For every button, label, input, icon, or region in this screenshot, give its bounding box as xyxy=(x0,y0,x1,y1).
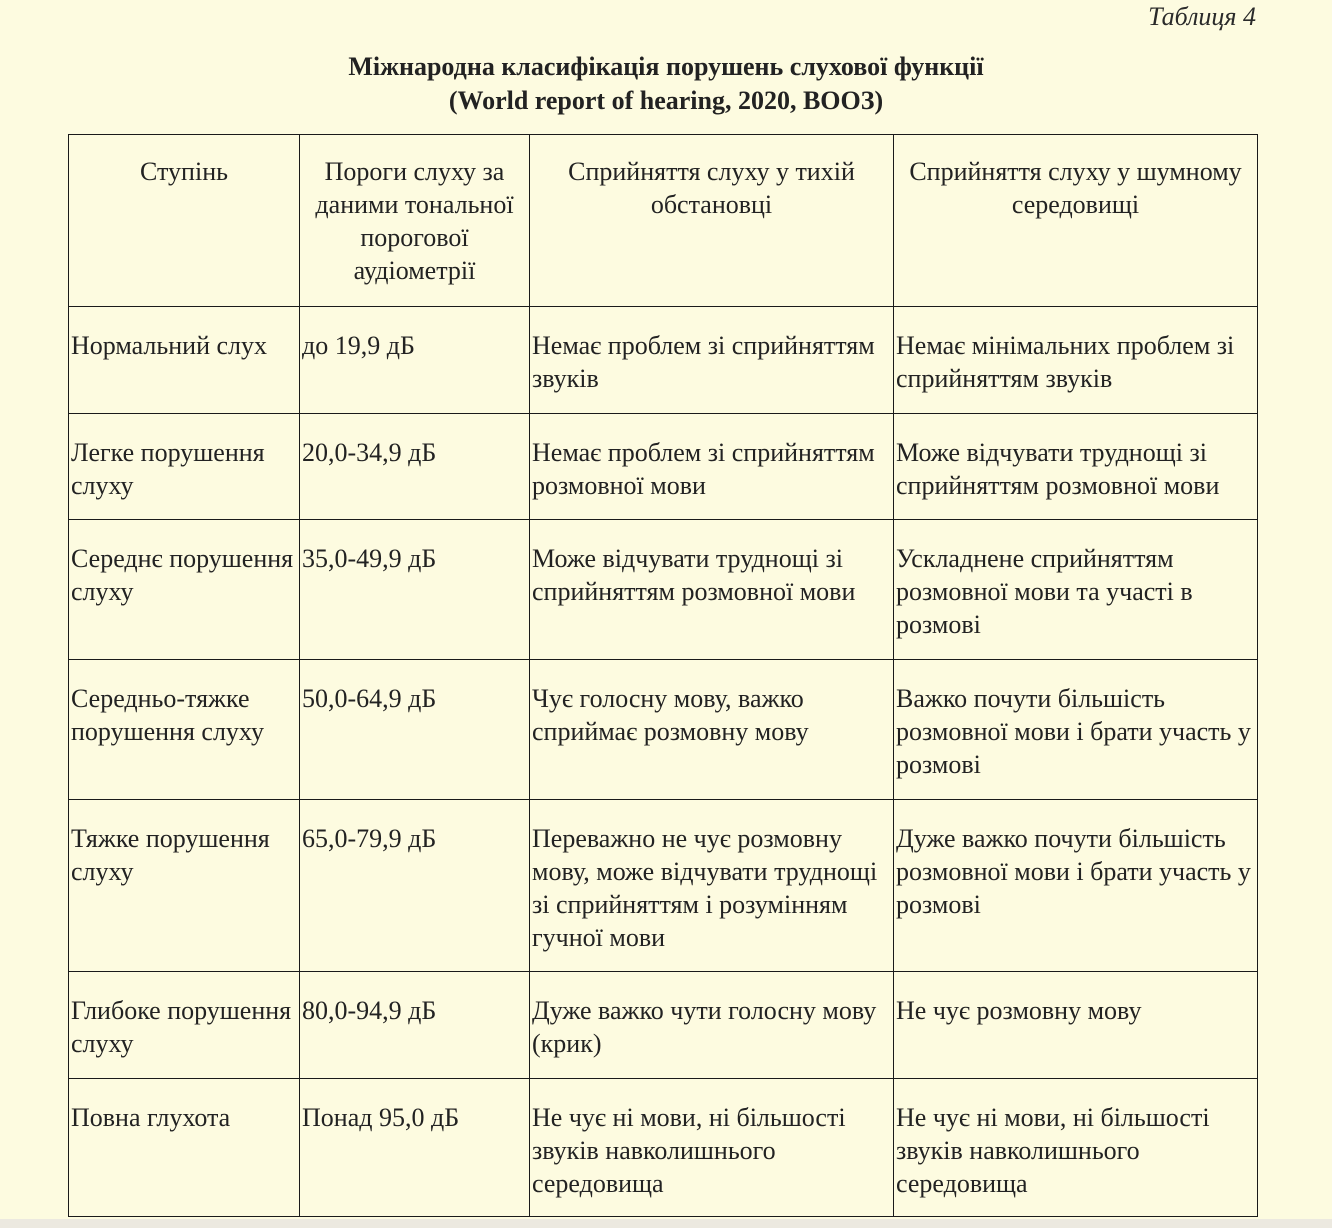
cell-degree: Легке порушення слуху xyxy=(69,414,300,520)
cell-noisy: Ускладнене сприйняттям розмовної мови та участі в розмові xyxy=(894,520,1258,660)
cell-threshold: до 19,9 дБ xyxy=(300,307,530,414)
header-degree: Ступінь xyxy=(69,135,300,307)
cell-quiet: Може відчувати труднощі зі сприйняттям розмовної мови xyxy=(530,520,894,660)
table-row xyxy=(69,307,1258,414)
cell-noisy: Не чує ні мови, ні більшості звуків навколишнього середовища xyxy=(894,1079,1258,1217)
table-row xyxy=(69,660,1258,800)
cell-degree: Нормальний слух xyxy=(69,307,300,414)
cell-threshold: 50,0-64,9 дБ xyxy=(300,660,530,800)
cell-threshold: 35,0-49,9 дБ xyxy=(300,520,530,660)
table-title-line-2: (World report of hearing, 2020, ВООЗ) xyxy=(448,86,884,115)
table-title-line-1: Міжнародна класифікація порушень слухової функції xyxy=(348,52,984,81)
cell-quiet: Чує голосну мову, важко сприймає розмовну мову xyxy=(530,660,894,800)
cell-noisy: Може відчувати труднощі зі сприйняттям розмовної мови xyxy=(894,414,1258,520)
header-quiet-perception: Сприйняття слуху у тихій обстановці xyxy=(530,135,894,307)
page-bottom-edge xyxy=(0,1219,1332,1228)
table-row xyxy=(69,972,1258,1079)
hearing-classification-table xyxy=(68,134,1258,1217)
table-title xyxy=(0,50,1332,118)
cell-threshold: 80,0-94,9 дБ xyxy=(300,972,530,1079)
cell-threshold: 20,0-34,9 дБ xyxy=(300,414,530,520)
table-row xyxy=(69,414,1258,520)
header-thresholds: Пороги слуху за даними тональної порогової аудіометрії xyxy=(300,135,530,307)
cell-quiet: Не чує ні мови, ні більшості звуків навколишнього середовища xyxy=(530,1079,894,1217)
cell-degree: Глибоке порушення слуху xyxy=(69,972,300,1079)
cell-threshold: 65,0-79,9 дБ xyxy=(300,800,530,972)
table-number: Таблиця 4 xyxy=(1148,2,1256,31)
cell-degree: Тяжке порушення слуху xyxy=(69,800,300,972)
table-row xyxy=(69,520,1258,660)
table-header-row xyxy=(69,135,1258,307)
cell-quiet: Немає проблем зі сприйняттям розмовної мови xyxy=(530,414,894,520)
cell-noisy: Не чує розмовну мову xyxy=(894,972,1258,1079)
header-noisy-perception: Сприйняття слуху у шумному середовищі xyxy=(894,135,1258,307)
cell-noisy: Дуже важко почути більшість розмовної мови і брати участь у розмові xyxy=(894,800,1258,972)
cell-degree: Повна глухота xyxy=(69,1079,300,1217)
cell-quiet: Дуже важко чути голосну мову (крик) xyxy=(530,972,894,1079)
cell-degree: Середньо-тяжке порушення слуху xyxy=(69,660,300,800)
table-row xyxy=(69,800,1258,972)
cell-quiet: Немає проблем зі сприйняттям звуків xyxy=(530,307,894,414)
cell-noisy: Немає мінімальних проблем зі сприйняттям звуків xyxy=(894,307,1258,414)
cell-quiet: Переважно не чує розмовну мову, може відчувати труднощі зі сприйняттям і розумінням гучної мови xyxy=(530,800,894,972)
cell-degree: Середнє порушення слуху xyxy=(69,520,300,660)
table-row xyxy=(69,1079,1258,1217)
cell-noisy: Важко почути більшість розмовної мови і брати участь у розмові xyxy=(894,660,1258,800)
cell-threshold: Понад 95,0 дБ xyxy=(300,1079,530,1217)
